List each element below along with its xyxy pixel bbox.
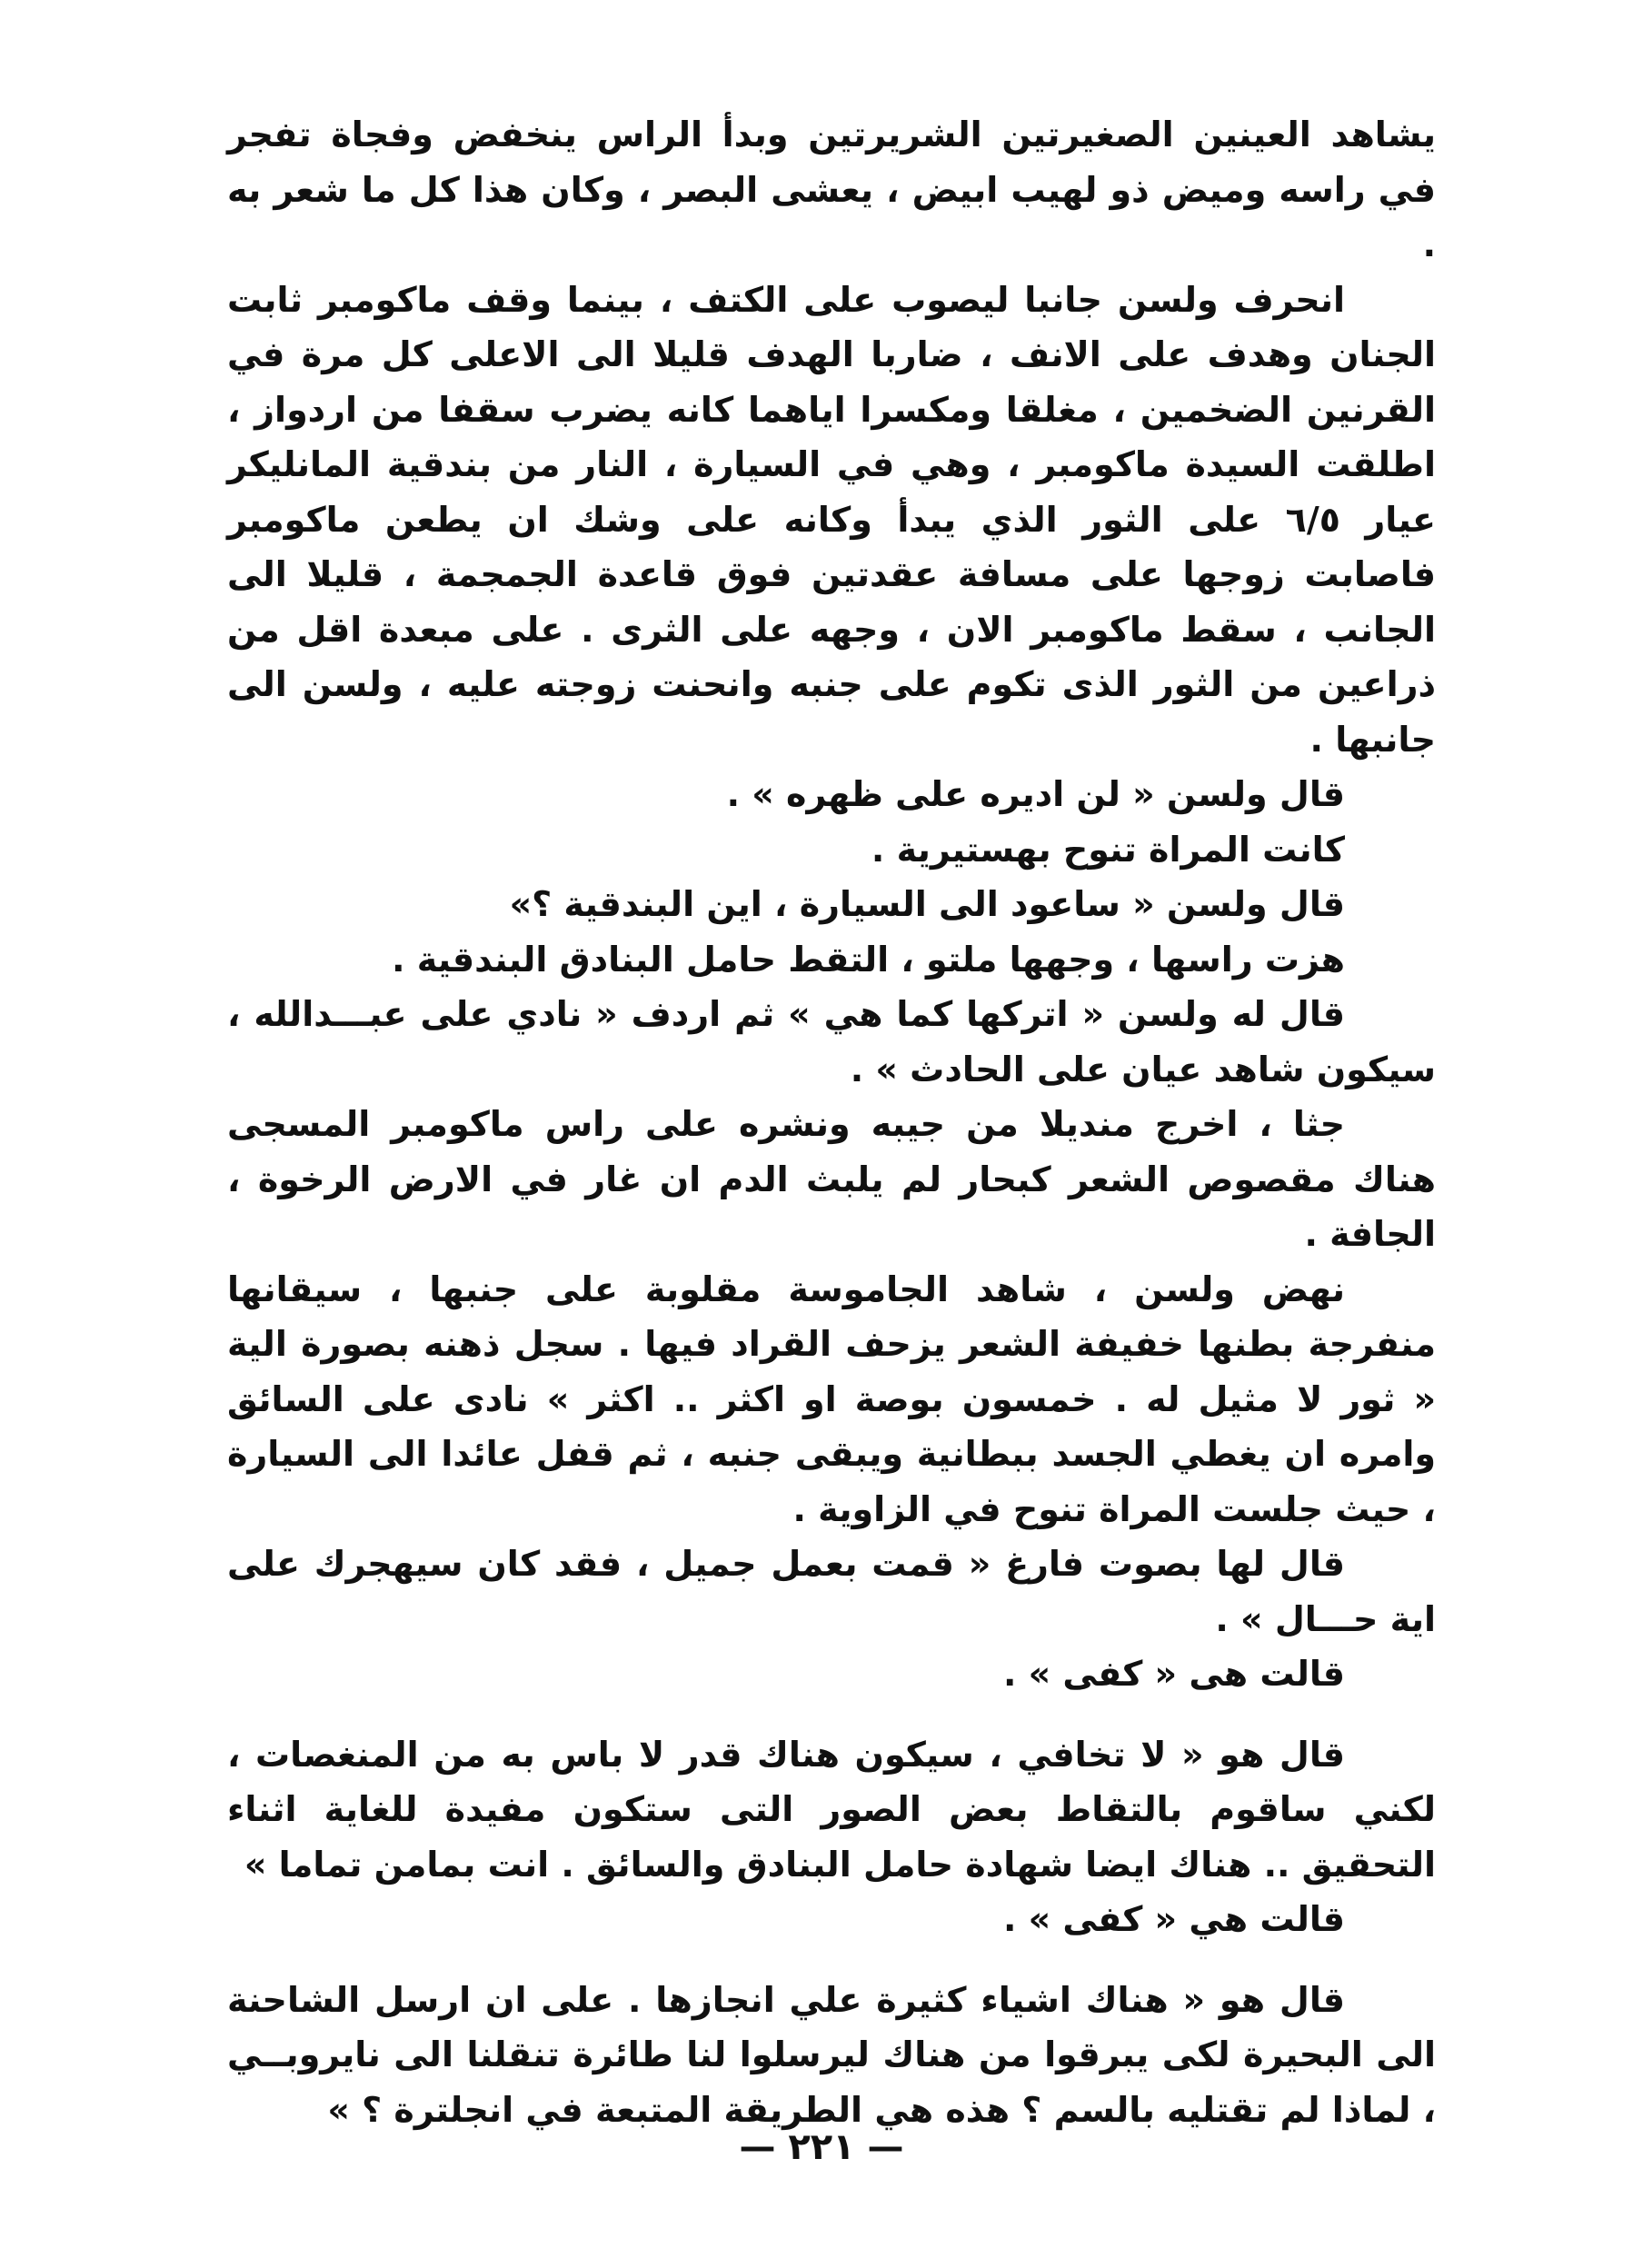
paragraph: قال هو « لا تخافي ، سيكون هناك قدر لا باس به من المنغصات ، لكني ساقوم بالتقاط بعض الصور التى ستكون مفيدة للغاية اثناء التحقيق .. هناك ايضا شهادة حامل البنادق والسائق . انت بمامن تماما » xyxy=(227,1734,1436,1885)
paragraph: كانت المراة تنوح بهستيرية . xyxy=(871,829,1345,870)
paragraph: جثا ، اخرج منديلا من جيبه ونشره على راس ماكومبر المسجى هناك مقصوص الشعر كبحار لم يلبث الدم ان غار في الارض الرخوة ، الجافة . xyxy=(227,1104,1436,1254)
paragraph: قال لها بصوت فارغ « قمت بعمل جميل ، فقد كان سيهجرك على اية حـــال » . xyxy=(227,1544,1436,1639)
paragraph: يشاهد العينين الصغيرتين الشريرتين وبدأ الراس ينخفض وفجاة تفجر في راسه وميض ذو لهيب ابيض ، يعشى البصر ، وكان هذا كل ما شعر به . xyxy=(227,114,1436,264)
paragraph: انحرف ولسن جانبا ليصوب على الكتف ، بينما وقف ماكومبر ثابت الجنان وهدف على الانف ، ضاربا الهدف قليلا الى الاعلى كل مرة في القرنين الضخمين ، مغلقا ومكسرا اياهما كانه يضرب سقفا من اردواز ، اطلقت السيدة ماكومبر ، وهي في السيارة ، النار من بندقية المانليكر عيار ٦/٥ على الثور الذي يبدأ وكانه على وشك ان يطعن ماكومبر فاصابت زوجها على مسافة عقدتين فوق قاعدة الجمجمة ، قليلا الى الجانب ، سقط ماكومبر الان ، وجهه على الثرى . على مبعدة اقل من ذراعين من الثور الذى تكوم على جنبه وانحنت زوجته عليه ، ولسن الى جانبها . xyxy=(227,279,1437,760)
paragraph: قال هو « هناك اشياء كثيرة علي انجازها . على ان ارسل الشاحنة الى البحيرة لكى يبرقوا من هناك ليرسلوا لنا طائرة تنقلنا الى نايروبــي ، لماذا لم تقتليه بالسم ؟ هذه هي الطريقة المتبعة في انجلترة ؟ » xyxy=(227,1979,1436,2130)
paragraph: قال ولسن « لن اديره على ظهره » . xyxy=(726,774,1345,814)
paragraph: قالت هي « كفى » . xyxy=(1002,1899,1345,1939)
paragraph: هزت راسها ، وجهها ملتو ، التقط حامل البنادق البندقية . xyxy=(392,939,1345,980)
paragraph: قال له ولسن « اتركها كما هي » ثم اردف « نادي على عبـــدالله ، سيكون شاهد عيان على الحادث » . xyxy=(227,994,1436,1089)
paragraph: قال ولسن « ساعود الى السيارة ، اين البندقية ؟» xyxy=(509,884,1345,924)
body-text xyxy=(227,107,1436,2137)
paragraph: قالت هى « كفى » . xyxy=(1002,1654,1345,1694)
page-number: — ٢٢١ — xyxy=(739,2126,904,2168)
paragraph: نهض ولسن ، شاهد الجاموسة مقلوبة على جنبها ، سيقانها منفرجة بطنها خفيفة الشعر يزحف القراد فيها . سجل ذهنه بصورة الية « ثور لا مثيل له . خمسون بوصة او اكثر .. اكثر » نادى على السائق وامره ان يغطي الجسد ببطانية ويبقى جنبه ، ثم قفل عائدا الى السيارة ، حيث جلست المراة تنوح في الزاوية . xyxy=(227,1268,1436,1529)
